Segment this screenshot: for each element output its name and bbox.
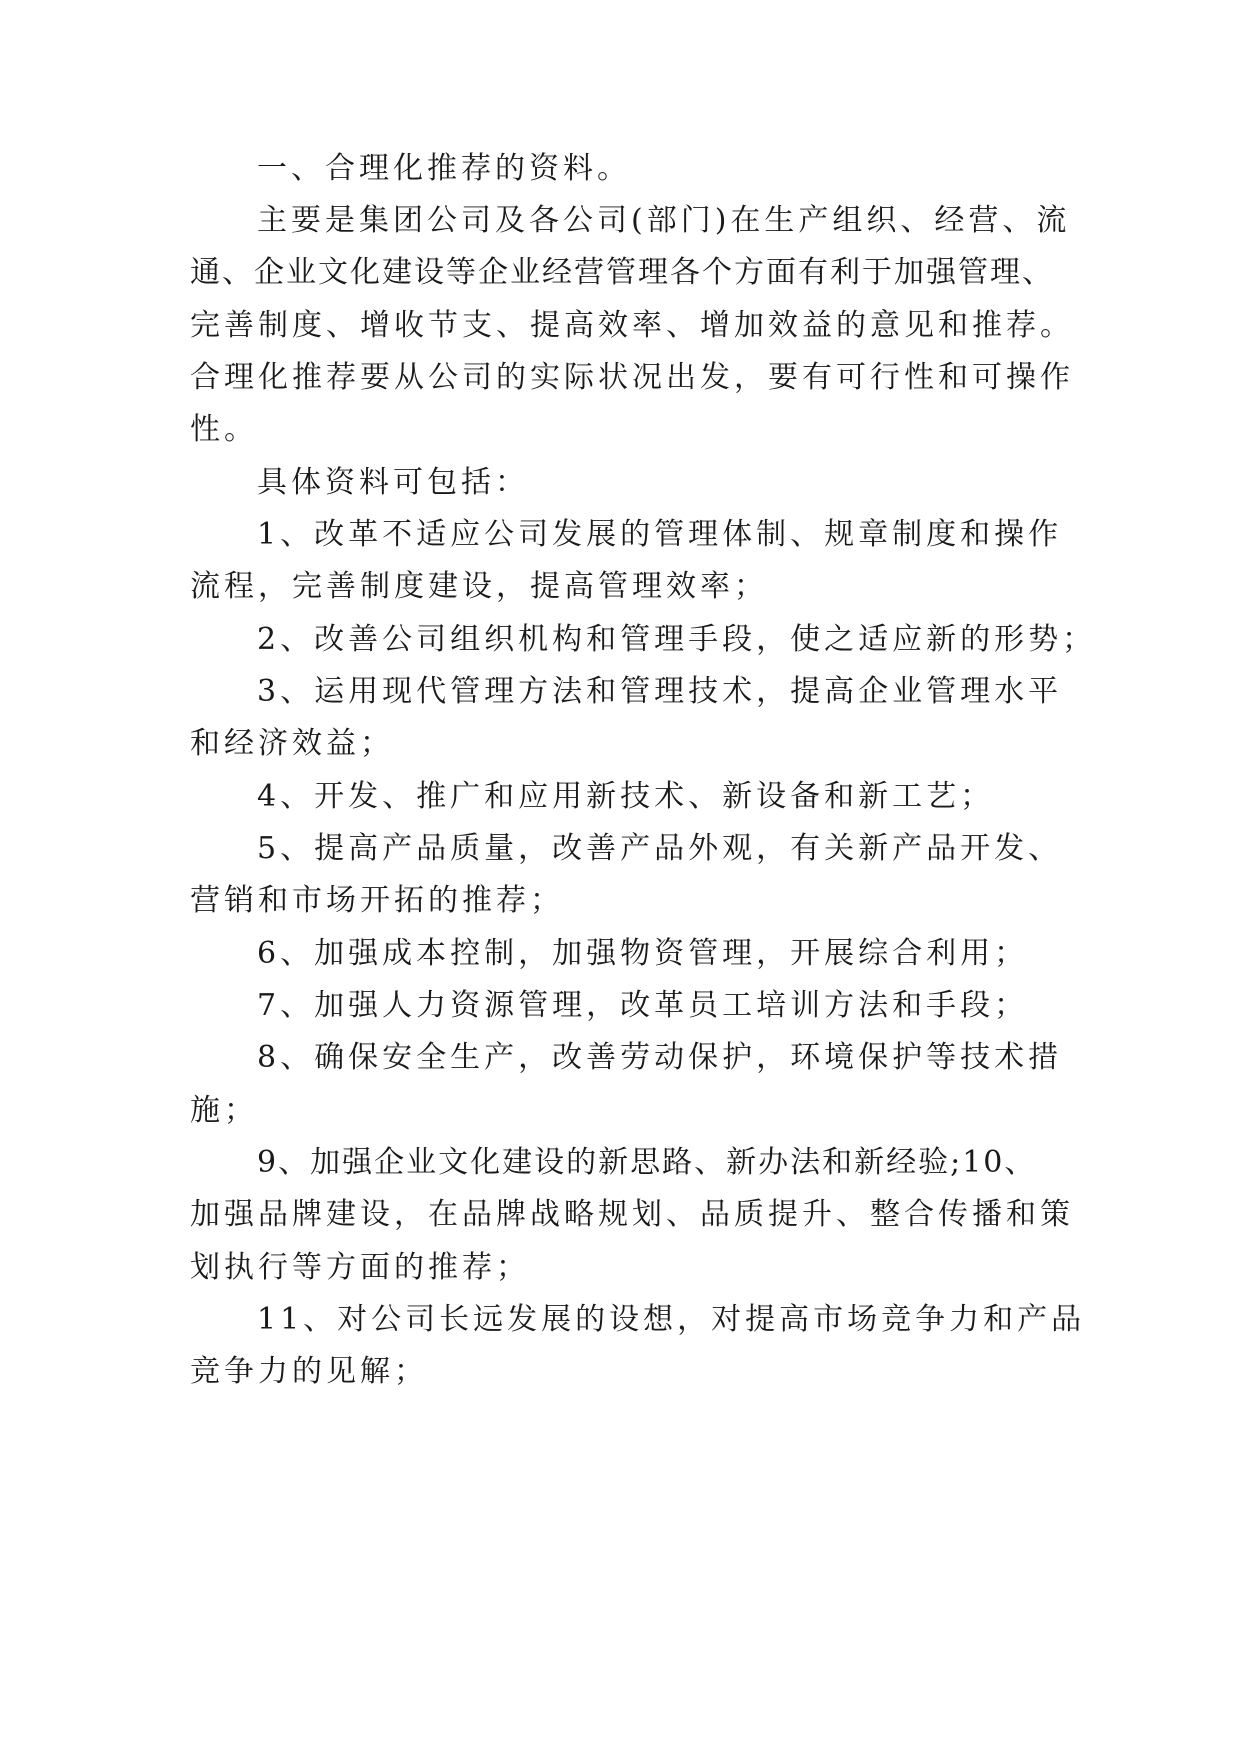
paragraph-line: 合理化推荐要从公司的实际状况出发，要有可行性和可操作 bbox=[190, 360, 1074, 395]
list-item: 9、加强企业文化建设的新思路、新办法和新经验;10、 bbox=[257, 1145, 1037, 1180]
list-item: 3、运用现代管理方法和管理技术，提高企业管理水平 bbox=[257, 674, 1063, 709]
list-item: 5、提高产品质量，改善产品外观，有关新产品开发、 bbox=[257, 831, 1063, 866]
list-item: 7、加强人力资源管理，改革员工培训方法和手段； bbox=[257, 988, 1029, 1023]
list-item: 4、开发、推广和应用新技术、新设备和新工艺； bbox=[257, 779, 995, 814]
list-item-continuation: 营销和市场开拓的推荐； bbox=[190, 883, 564, 918]
paragraph-line: 具体资料可包括： bbox=[257, 465, 529, 500]
paragraph-line: 完善制度、增收节支、提高效率、增加效益的意见和推荐。 bbox=[190, 308, 1074, 343]
paragraph-line: 通、企业文化建设等企业经营管理各个方面有利于加强管理、 bbox=[190, 255, 1054, 290]
list-item-continuation: 加强品牌建设，在品牌战略规划、品质提升、整合传播和策 bbox=[190, 1197, 1074, 1232]
list-item-continuation: 划执行等方面的推荐； bbox=[190, 1250, 530, 1285]
list-item: 8、确保安全生产，改善劳动保护，环境保护等技术措 bbox=[257, 1040, 1063, 1075]
list-item-continuation: 和经济效益； bbox=[190, 726, 394, 761]
list-item-continuation: 竞争力的见解； bbox=[190, 1354, 428, 1389]
paragraph-line: 性。 bbox=[190, 412, 258, 447]
section-heading: 一、合理化推荐的资料。 bbox=[257, 151, 631, 186]
list-item-continuation: 流程，完善制度建设，提高管理效率； bbox=[190, 569, 768, 604]
list-item: 6、加强成本控制，加强物资管理，开展综合利用； bbox=[257, 936, 1029, 971]
list-item: 1、改革不适应公司发展的管理体制、规章制度和操作 bbox=[257, 517, 1063, 552]
list-item: 2、改善公司组织机构和管理手段，使之适应新的形势； bbox=[257, 622, 1097, 657]
list-item: 11、对公司长远发展的设想，对提高市场竞争力和产品 bbox=[257, 1302, 1086, 1337]
list-item-continuation: 施； bbox=[190, 1093, 258, 1128]
paragraph-line: 主要是集团公司及各公司(部门)在生产组织、经营、流 bbox=[257, 203, 1071, 238]
